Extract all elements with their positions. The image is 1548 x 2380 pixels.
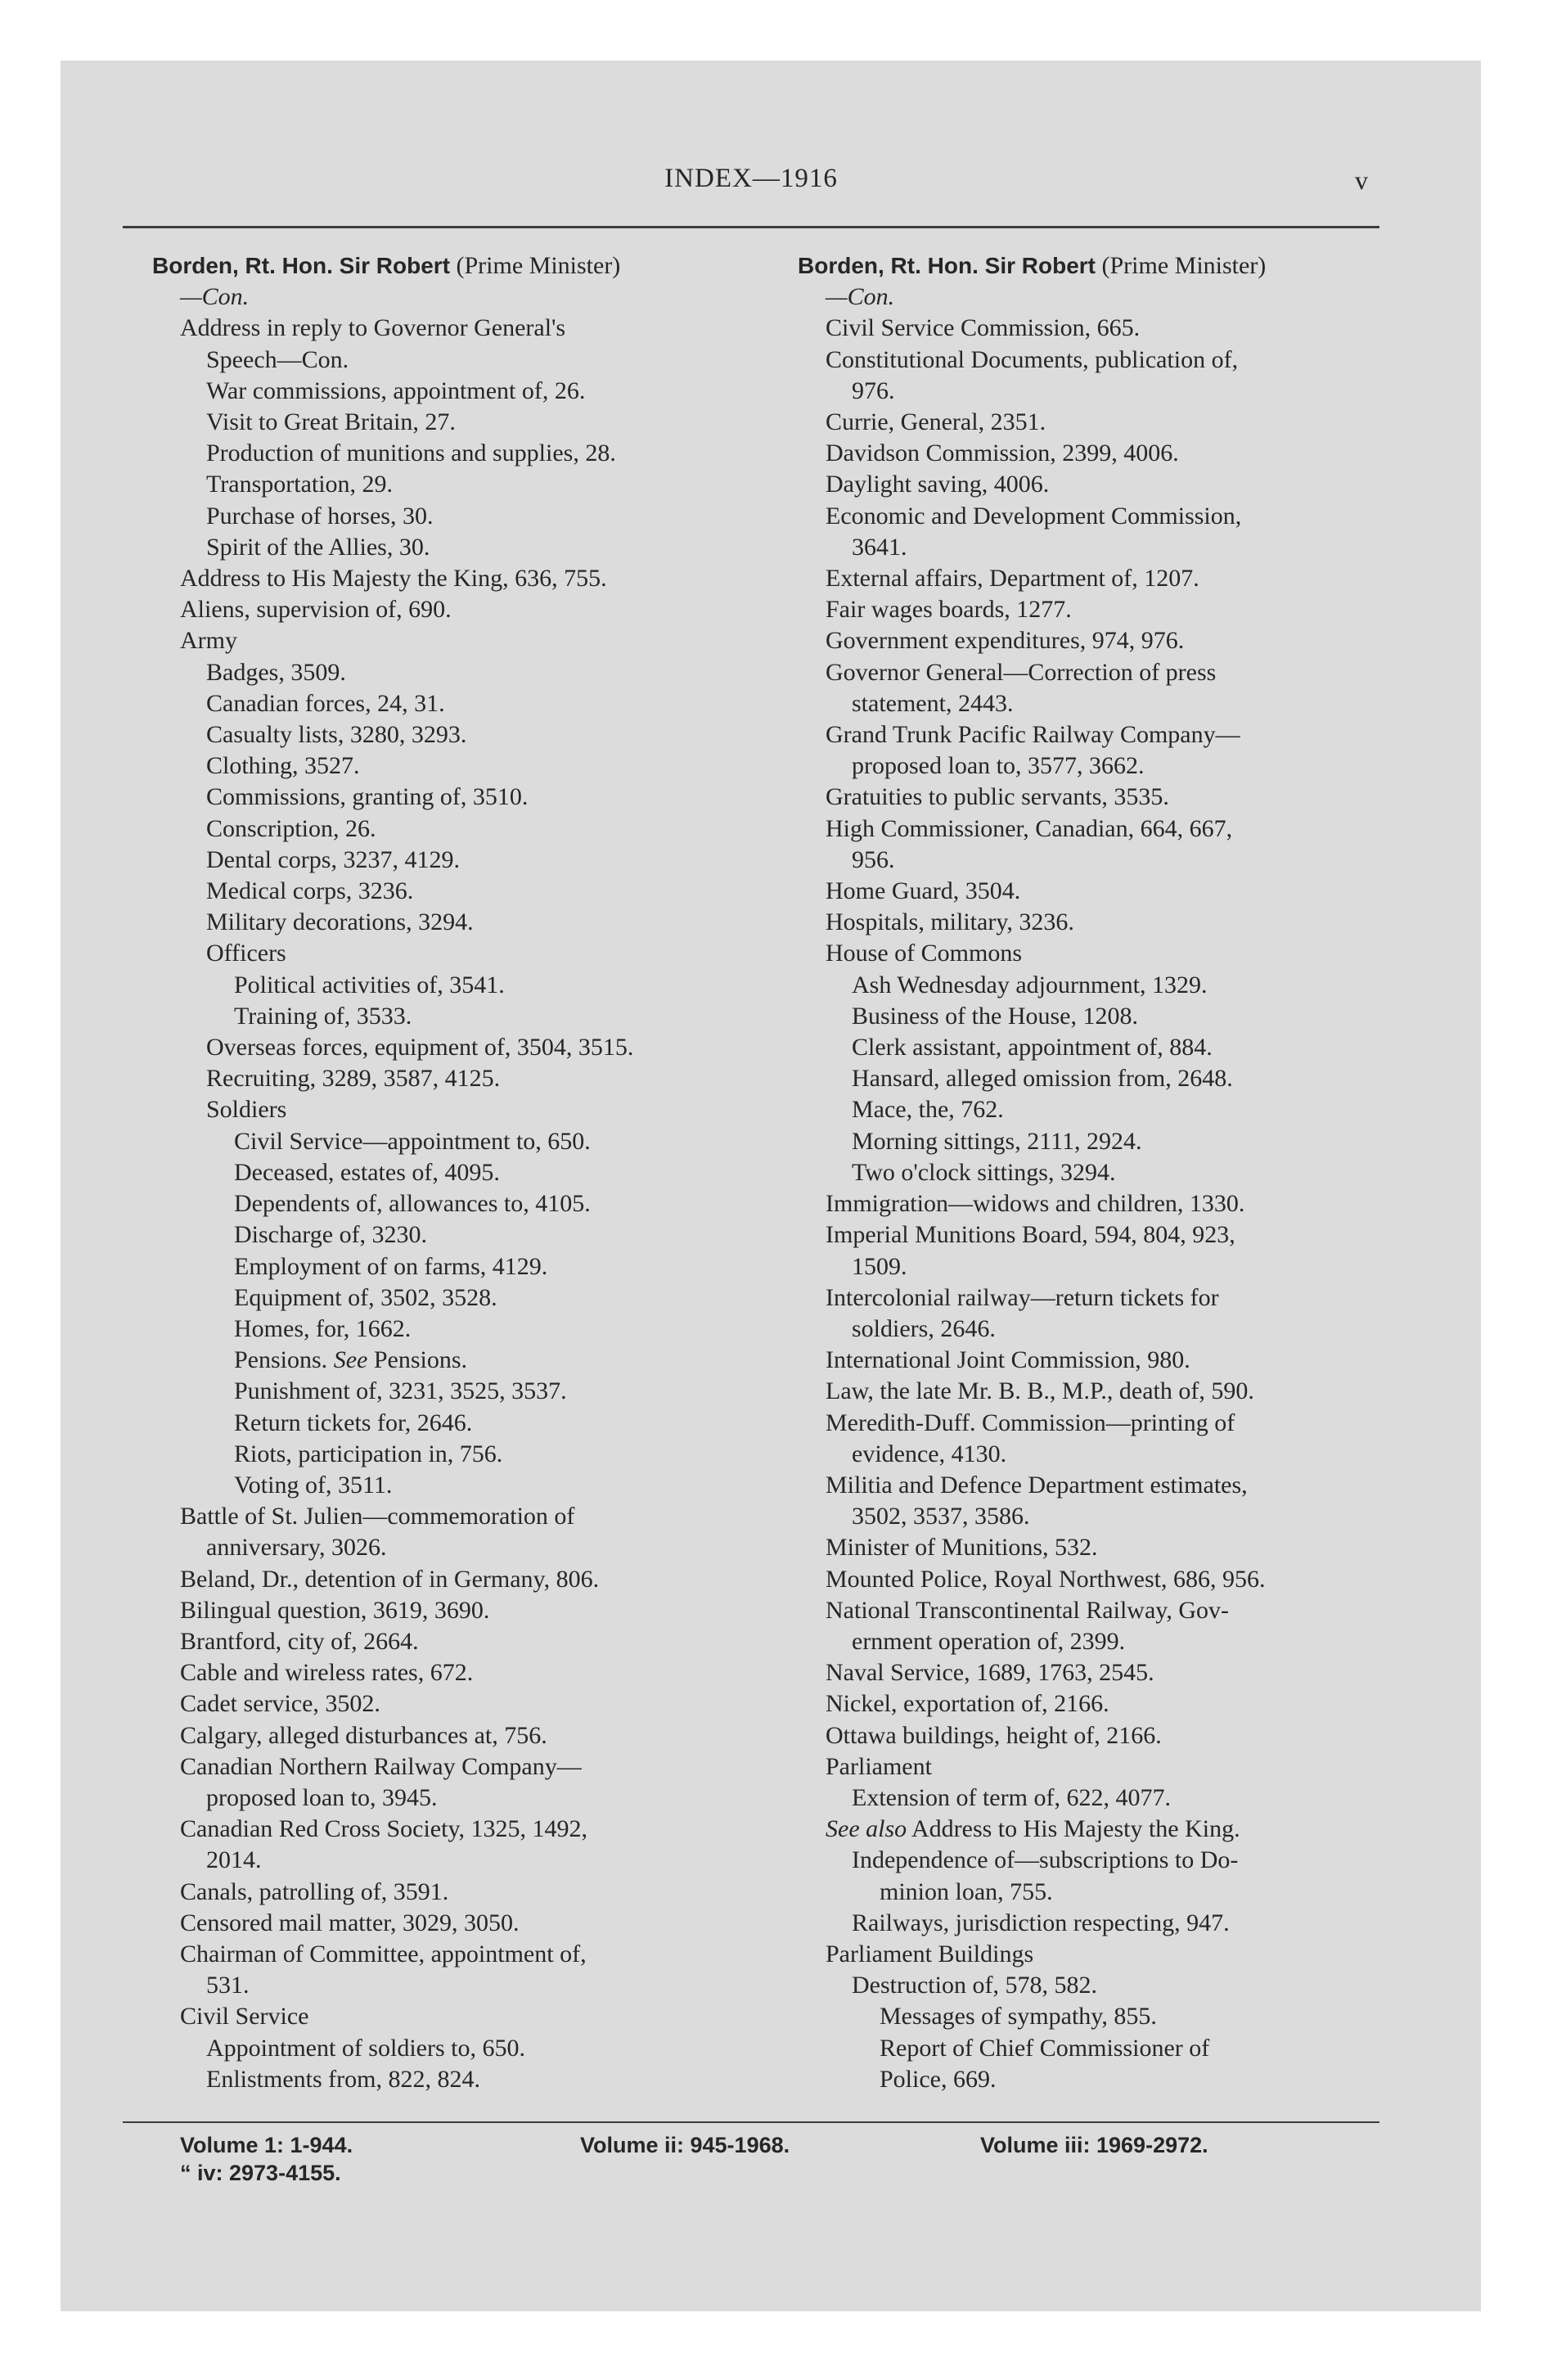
entry-text: 3641. <box>852 533 907 561</box>
index-entry <box>152 1439 749 1470</box>
index-entry <box>798 1219 1395 1251</box>
index-entry <box>798 1251 1395 1282</box>
entry-text: Morning sittings, 2111, 2924. <box>852 1127 1142 1155</box>
entry-text: Aliens, supervision of, 690. <box>180 596 452 624</box>
index-entry <box>152 250 749 282</box>
index-entry <box>798 376 1395 407</box>
index-entry <box>798 907 1395 938</box>
entry-text: External affairs, Department of, 1207. <box>826 565 1199 593</box>
entry-text: Two o'clock sittings, 3294. <box>852 1158 1116 1186</box>
entry-heading: Borden, Rt. Hon. Sir Robert <box>798 253 1096 278</box>
index-entry <box>152 1751 749 1783</box>
index-entry <box>798 1532 1395 1563</box>
entry-text: Governor General—Correction of press <box>826 658 1217 686</box>
index-entry <box>798 1345 1395 1376</box>
index-entry <box>152 1501 749 1532</box>
entry-text: Home Guard, 3504. <box>826 877 1021 905</box>
index-entry <box>152 1345 749 1376</box>
index-title: INDEX—1916 <box>664 164 838 193</box>
entry-text: Address to His Majesty the King. <box>907 1815 1240 1843</box>
index-entry <box>798 1032 1395 1063</box>
index-entry <box>798 501 1395 532</box>
index-entry <box>798 594 1395 625</box>
entry-text: Cadet service, 3502. <box>180 1690 380 1718</box>
index-entry <box>798 1814 1395 1845</box>
entry-text: Civil Service Commission, 665. <box>826 314 1141 342</box>
entry-text: Ottawa buildings, height of, 2166. <box>826 1721 1162 1749</box>
entry-text: Hansard, alleged omission from, 2648. <box>852 1065 1233 1093</box>
entry-text: Chairman of Committee, appointment of, <box>180 1940 587 1968</box>
index-entry <box>798 2001 1395 2032</box>
footer-volume-3: Volume iii: 1969-2972. <box>980 2133 1208 2157</box>
index-entry <box>152 407 749 438</box>
index-entry <box>798 657 1395 688</box>
entry-text: statement, 2443. <box>852 689 1014 717</box>
index-entry <box>152 1595 749 1626</box>
entry-text: Currie, General, 2351. <box>826 408 1046 436</box>
index-entry <box>152 1219 749 1251</box>
entry-text: Medical corps, 3236. <box>206 877 414 905</box>
index-entry <box>798 1970 1395 2001</box>
entry-text: 2014. <box>206 1846 262 1874</box>
index-entry <box>152 469 749 500</box>
entry-text: Spirit of the Allies, 30. <box>206 533 430 561</box>
entry-text: Military decorations, 3294. <box>206 908 474 936</box>
index-column-right <box>798 250 1395 2095</box>
entry-text: Law, the late Mr. B. B., M.P., death of, 590. <box>826 1377 1254 1405</box>
entry-text: Officers <box>206 940 286 967</box>
entry-text: Voting of, 3511. <box>234 1471 393 1499</box>
index-entry <box>798 532 1395 563</box>
entry-text: Nickel, exportation of, 2166. <box>826 1690 1109 1718</box>
entry-text: proposed loan to, 3945. <box>206 1783 438 1811</box>
index-entry <box>152 1564 749 1595</box>
entry-text: Davidson Commission, 2399, 4006. <box>826 439 1179 467</box>
entry-text: Imperial Munitions Board, 594, 804, 923, <box>826 1221 1235 1249</box>
index-entry <box>152 876 749 907</box>
index-entry <box>798 1470 1395 1501</box>
entry-text: Messages of sympathy, 855. <box>880 2003 1157 2031</box>
entry-text: Report of Chief Commissioner of <box>880 2034 1210 2062</box>
index-entry <box>798 1657 1395 1688</box>
index-entry <box>798 2064 1395 2095</box>
index-column-left <box>152 250 749 2095</box>
entry-text: Police, 669. <box>880 2065 997 2093</box>
index-entry <box>152 345 749 376</box>
entry-text: anniversary, 3026. <box>206 1534 387 1562</box>
index-entry <box>798 1595 1395 1626</box>
index-entry <box>798 1501 1395 1532</box>
index-entry <box>798 1720 1395 1751</box>
index-entry <box>152 1376 749 1407</box>
index-entry <box>152 376 749 407</box>
index-entry <box>798 688 1395 719</box>
entry-text: Deceased, estates of, 4095. <box>234 1158 500 1186</box>
index-entry <box>152 1282 749 1314</box>
index-entry <box>798 1688 1395 1720</box>
entry-text: Government expenditures, 974, 976. <box>826 627 1185 655</box>
index-entry <box>798 313 1395 344</box>
entry-text: 531. <box>206 1972 250 1999</box>
index-entry <box>798 1314 1395 1345</box>
entry-text: House of Commons <box>826 940 1022 967</box>
index-entry <box>798 751 1395 782</box>
index-entry <box>152 282 749 313</box>
index-entry <box>152 657 749 688</box>
entry-text: Dental corps, 3237, 4129. <box>206 845 460 873</box>
entry-text: Immigration—widows and children, 1330. <box>826 1190 1245 1218</box>
index-entry <box>798 407 1395 438</box>
entry-text: Hospitals, military, 3236. <box>826 908 1074 936</box>
index-entry <box>152 1626 749 1657</box>
entry-text: Recruiting, 3289, 3587, 4125. <box>206 1065 501 1093</box>
entry-text: (Prime Minister) <box>450 252 621 279</box>
index-entry <box>152 1001 749 1032</box>
entry-text: Clothing, 3527. <box>206 752 360 780</box>
entry-text: Parliament Buildings <box>826 1940 1034 1968</box>
index-entry <box>152 1877 749 1908</box>
index-entry <box>152 2033 749 2064</box>
index-entry <box>152 501 749 532</box>
entry-text: Casualty lists, 3280, 3293. <box>206 721 467 749</box>
index-entry <box>798 1783 1395 1814</box>
entry-text: Canals, patrolling of, 3591. <box>180 1877 449 1905</box>
index-entry <box>152 532 749 563</box>
entry-text: International Joint Commission, 980. <box>826 1346 1190 1374</box>
entry-text: Training of, 3533. <box>234 1002 412 1030</box>
index-entry <box>152 2064 749 2095</box>
entry-text: 976. <box>852 376 895 404</box>
index-entry <box>798 1376 1395 1407</box>
entry-text: Destruction of, 578, 582. <box>852 1972 1097 1999</box>
index-entry <box>798 938 1395 969</box>
entry-text: Censored mail matter, 3029, 3050. <box>180 1909 520 1936</box>
entry-text: Riots, participation in, 756. <box>234 1440 503 1467</box>
index-entry <box>152 1939 749 1970</box>
index-entry <box>798 1001 1395 1032</box>
index-entry <box>152 1720 749 1751</box>
index-entry <box>798 282 1395 313</box>
entry-text: Badges, 3509. <box>206 658 346 686</box>
index-entry <box>152 625 749 656</box>
entry-text: Transportation, 29. <box>206 471 394 498</box>
entry-text: —Con. <box>826 283 895 311</box>
entry-text: Brantford, city of, 2664. <box>180 1627 419 1655</box>
entry-text: National Transcontinental Railway, Gov- <box>826 1596 1229 1624</box>
volume-footer <box>152 2131 1379 2197</box>
page-header <box>123 164 1379 213</box>
entry-text: Minister of Munitions, 532. <box>826 1534 1098 1562</box>
entry-text: High Commissioner, Canadian, 664, 667, <box>826 814 1233 842</box>
index-entry <box>798 970 1395 1001</box>
entry-text: Calgary, alleged disturbances at, 756. <box>180 1721 547 1749</box>
entry-text: Clerk assistant, appointment of, 884. <box>852 1034 1213 1062</box>
index-entry <box>152 751 749 782</box>
footer-volume-1: Volume 1: 1-944. <box>180 2133 353 2157</box>
index-entry <box>798 1908 1395 1939</box>
entry-text: Speech—Con. <box>206 345 349 373</box>
entry-text: Ash Wednesday adjournment, 1329. <box>852 971 1208 998</box>
index-entry <box>152 313 749 344</box>
index-entry <box>798 1439 1395 1470</box>
entry-text: evidence, 4130. <box>852 1440 1007 1467</box>
index-entry <box>152 970 749 1001</box>
entry-text: Purchase of horses, 30. <box>206 502 434 530</box>
entry-text: —Con. <box>180 283 250 311</box>
index-entry <box>152 1908 749 1939</box>
entry-text: 1509. <box>852 1252 907 1280</box>
entry-text: Return tickets for, 2646. <box>234 1409 473 1436</box>
entry-text: Extension of term of, 622, 4077. <box>852 1783 1171 1811</box>
index-entry <box>152 1657 749 1688</box>
entry-text: Battle of St. Julien—commemoration of <box>180 1503 575 1530</box>
index-entry <box>798 1939 1395 1970</box>
index-entry <box>798 563 1395 594</box>
entry-text: Independence of—subscriptions to Do- <box>852 1846 1239 1874</box>
entry-text: Address in reply to Governor General's <box>180 314 566 342</box>
entry-text: Canadian Red Cross Society, 1325, 1492, <box>180 1815 588 1843</box>
entry-text: Cable and wireless rates, 672. <box>180 1659 474 1687</box>
index-entry <box>798 625 1395 656</box>
header-rule <box>123 226 1379 228</box>
entry-text: Militia and Defence Department estimates, <box>826 1471 1248 1499</box>
entry-text: Equipment of, 3502, 3528. <box>234 1283 497 1311</box>
index-entry <box>798 1751 1395 1783</box>
index-entry <box>798 1877 1395 1908</box>
entry-text: Daylight saving, 4006. <box>826 471 1050 498</box>
entry-text: Constitutional Documents, publication of, <box>826 345 1239 373</box>
index-entry <box>152 1970 749 2001</box>
entry-text: Economic and Development Commission, <box>826 502 1242 530</box>
entry-heading: Borden, Rt. Hon. Sir Robert <box>152 253 450 278</box>
entry-text: Soldiers <box>206 1096 287 1124</box>
index-entry <box>798 814 1395 845</box>
entry-text: Naval Service, 1689, 1763, 2545. <box>826 1659 1154 1687</box>
entry-text: Political activities of, 3541. <box>234 971 505 998</box>
index-entry <box>798 1126 1395 1157</box>
entry-text: Canadian forces, 24, 31. <box>206 689 445 717</box>
entry-text: Dependents of, allowances to, 4105. <box>234 1190 591 1218</box>
entry-text: Railways, jurisdiction respecting, 947. <box>852 1909 1230 1936</box>
entry-text: ernment operation of, 2399. <box>852 1627 1126 1655</box>
entry-text: (Prime Minister) <box>1096 252 1267 279</box>
index-entry <box>798 250 1395 282</box>
entry-text: Beland, Dr., detention of in Germany, 806. <box>180 1565 600 1593</box>
entry-text: Business of the House, 1208. <box>852 1002 1138 1030</box>
page-number: v <box>1355 165 1368 195</box>
index-entry <box>152 1783 749 1814</box>
index-entry <box>798 1157 1395 1188</box>
entry-text: Pensions. <box>234 1346 334 1374</box>
index-entry <box>798 1188 1395 1219</box>
entry-text: Mounted Police, Royal Northwest, 686, 956. <box>826 1565 1266 1593</box>
index-entry <box>798 469 1395 500</box>
index-entry <box>152 1532 749 1563</box>
entry-text: Address to His Majesty the King, 636, 755. <box>180 565 607 593</box>
entry-text: Visit to Great Britain, 27. <box>206 408 456 436</box>
entry-text: Parliament <box>826 1752 932 1780</box>
index-entry <box>152 1094 749 1125</box>
entry-text: Overseas forces, equipment of, 3504, 3515. <box>206 1034 634 1062</box>
index-entry <box>152 814 749 845</box>
footer-rule <box>123 2121 1379 2123</box>
entry-text: Army <box>180 627 237 655</box>
index-entry <box>152 1845 749 1876</box>
index-entry <box>152 1470 749 1501</box>
index-entry <box>798 782 1395 813</box>
entry-text: Discharge of, 3230. <box>234 1221 428 1249</box>
index-entry <box>152 1063 749 1094</box>
index-entry <box>152 1251 749 1282</box>
entry-text: Fair wages boards, 1277. <box>826 596 1072 624</box>
index-entry <box>152 1814 749 1845</box>
entry-text: Homes, for, 1662. <box>234 1314 412 1342</box>
index-entry <box>798 1408 1395 1439</box>
index-entry <box>798 1282 1395 1314</box>
entry-text: Conscription, 26. <box>206 814 376 842</box>
entry-text: proposed loan to, 3577, 3662. <box>852 752 1145 780</box>
index-entry <box>152 1314 749 1345</box>
entry-text: 3502, 3537, 3586. <box>852 1503 1030 1530</box>
index-entry <box>152 1688 749 1720</box>
entry-text: Mace, the, 762. <box>852 1096 1004 1124</box>
index-entry <box>152 688 749 719</box>
entry-see-also: See also <box>826 1815 907 1843</box>
index-entry <box>152 2001 749 2032</box>
index-entry <box>152 594 749 625</box>
entry-text: War commissions, appointment of, 26. <box>206 376 586 404</box>
index-entry <box>152 719 749 751</box>
entry-see: See <box>333 1346 368 1374</box>
index-entry <box>152 782 749 813</box>
index-entry <box>798 719 1395 751</box>
entry-text: Appointment of soldiers to, 650. <box>206 2034 525 2062</box>
index-entry <box>798 1564 1395 1595</box>
entry-text: Bilingual question, 3619, 3690. <box>180 1596 490 1624</box>
index-entry <box>798 1063 1395 1094</box>
index-entry <box>152 563 749 594</box>
entry-text: Enlistments from, 822, 824. <box>206 2065 480 2093</box>
index-entry <box>798 2033 1395 2064</box>
index-entry <box>152 938 749 969</box>
entry-tail: Pensions. <box>367 1346 468 1374</box>
entry-text: Meredith-Duff. Commission—printing of <box>826 1409 1235 1436</box>
index-entry <box>152 1157 749 1188</box>
index-entry <box>152 1032 749 1063</box>
entry-text: Punishment of, 3231, 3525, 3537. <box>234 1377 567 1405</box>
index-entry <box>798 438 1395 469</box>
entry-text: Employment of on farms, 4129. <box>234 1252 548 1280</box>
index-entry <box>798 876 1395 907</box>
index-entry <box>798 1094 1395 1125</box>
index-entry <box>152 907 749 938</box>
index-entry <box>152 438 749 469</box>
entry-text: Intercolonial railway—return tickets for <box>826 1283 1219 1311</box>
index-entry <box>152 1408 749 1439</box>
entry-text: Civil Service—appointment to, 650. <box>234 1127 591 1155</box>
entry-text: Civil Service <box>180 2003 309 2031</box>
entry-text: Canadian Northern Railway Company— <box>180 1752 582 1780</box>
entry-text: minion loan, 755. <box>880 1877 1053 1905</box>
entry-text: 956. <box>852 845 895 873</box>
index-entry <box>798 1845 1395 1876</box>
footer-volume-2: Volume ii: 945-1968. <box>580 2133 790 2157</box>
entry-text: Production of munitions and supplies, 28. <box>206 439 616 467</box>
entry-text: soldiers, 2646. <box>852 1314 996 1342</box>
entry-text: Grand Trunk Pacific Railway Company— <box>826 721 1240 749</box>
entry-text: Gratuities to public servants, 3535. <box>826 783 1169 811</box>
index-entry <box>152 845 749 876</box>
index-entry <box>798 1626 1395 1657</box>
index-entry <box>152 1188 749 1219</box>
index-entry <box>798 845 1395 876</box>
index-entry <box>798 345 1395 376</box>
footer-volume-4: “ iv: 2973-4155. <box>180 2161 341 2185</box>
entry-text: Commissions, granting of, 3510. <box>206 783 529 811</box>
index-entry <box>152 1126 749 1157</box>
